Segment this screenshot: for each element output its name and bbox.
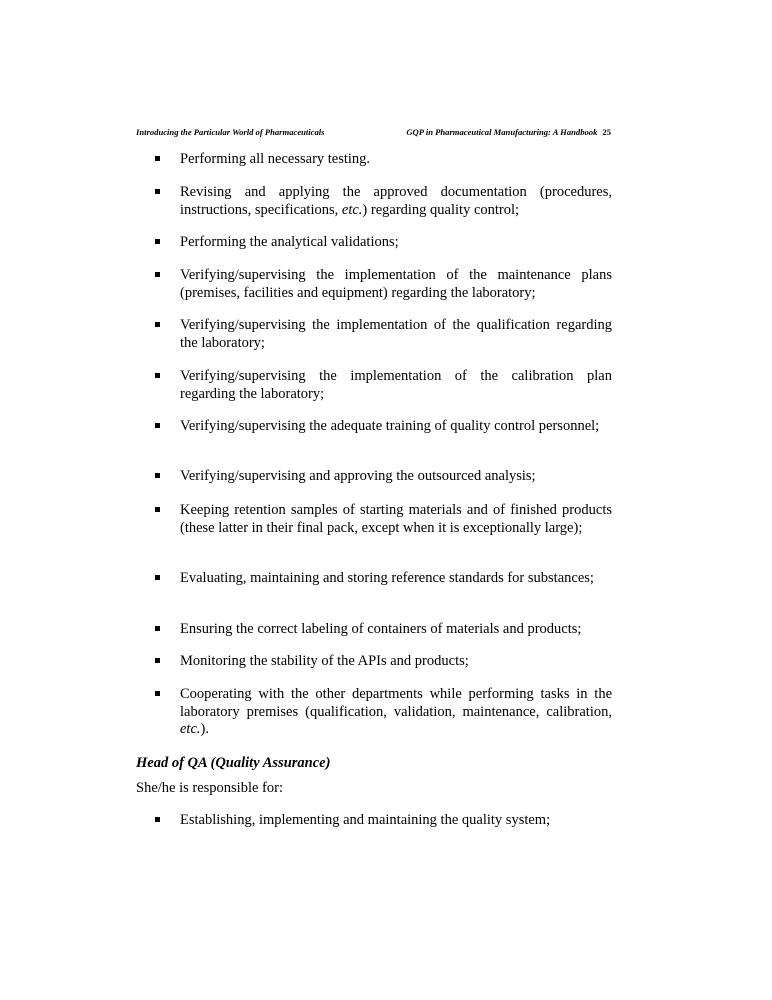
list-item-text: Ensuring the correct labeling of containers of materials and products;: [180, 621, 582, 637]
list-item-text-emphasis: etc.: [341, 201, 363, 218]
list-item: [150, 570, 612, 588]
header-left-title: Introducing the Particular World of Pharmaceuticals: [136, 127, 325, 137]
list-item-text: Evaluating, maintaining and storing reference standards for substances;: [180, 570, 594, 586]
list-item: [150, 317, 612, 352]
bullet-square-icon: [155, 575, 160, 580]
list-item-text: Verifying/supervising and approving the outsourced analysis;: [180, 468, 536, 484]
list-item: [150, 267, 612, 302]
list-item-text-part: Revising and applying the approved documentation (procedures, instructions, specifications,: [180, 184, 612, 218]
list-item-text: [180, 686, 612, 739]
list-item: [150, 502, 612, 537]
section-heading: Head of QA (Quality Assurance): [136, 755, 331, 771]
list-item: [150, 234, 612, 252]
list-item: [150, 686, 612, 739]
list-item-text: Verifying/supervising the implementation of the maintenance plans (premises, facilities and equipment) regarding the laboratory;: [180, 267, 612, 301]
list-item: [150, 368, 612, 403]
bullet-square-icon: [155, 423, 160, 428]
bullet-square-icon: [155, 507, 160, 512]
bullet-square-icon: [155, 817, 160, 822]
list-item-text: Monitoring the stability of the APIs and products;: [180, 653, 469, 669]
list-item-text: Performing the analytical validations;: [180, 234, 399, 250]
list-item: [150, 151, 612, 169]
list-item-text-part: Cooperating with the other departments while performing tasks in the laboratory premises (qualification, validation, maintenance, calibration,: [180, 686, 612, 720]
list-item: [150, 184, 612, 219]
list-item: [150, 621, 612, 639]
list-item-text: Verifying/supervising the adequate training of quality control personnel;: [180, 418, 600, 434]
header-book-title: GQP in Pharmaceutical Manufacturing: A Handbook: [406, 127, 598, 137]
header-right-title: [406, 125, 611, 139]
bullet-square-icon: [155, 658, 160, 663]
section-intro: She/he is responsible for:: [136, 780, 283, 796]
list-item-text-emphasis: etc.: [180, 721, 201, 737]
bullet-square-icon: [155, 691, 160, 696]
list-item: [150, 812, 612, 830]
list-item-text: Verifying/supervising the implementation of the calibration plan regarding the laboratory;: [180, 368, 612, 402]
list-item-text: Verifying/supervising the implementation of the qualification regarding the laboratory;: [180, 317, 612, 351]
bullet-square-icon: [155, 322, 160, 327]
bullet-square-icon: [155, 156, 160, 161]
list-item-text: Performing all necessary testing.: [180, 151, 371, 167]
bullet-square-icon: [155, 272, 160, 277]
bullet-square-icon: [155, 473, 160, 478]
list-item-text: Establishing, implementing and maintaining the quality system;: [180, 812, 551, 828]
list-item: [150, 653, 612, 671]
list-item: [150, 468, 612, 486]
running-header: [136, 125, 611, 139]
list-item-text: Keeping retention samples of starting materials and of finished products (these latter in their final pack, except when it is exceptionally large);: [180, 502, 612, 536]
list-item: [150, 418, 612, 436]
list-item-text: [180, 184, 612, 219]
bullet-square-icon: [155, 626, 160, 631]
list-item-text-part: ).: [200, 721, 209, 737]
bullet-square-icon: [155, 239, 160, 244]
list-item-text-part: ) regarding quality control;: [362, 201, 520, 218]
bullet-square-icon: [155, 189, 160, 194]
page-number: 25: [602, 127, 611, 137]
bullet-square-icon: [155, 373, 160, 378]
